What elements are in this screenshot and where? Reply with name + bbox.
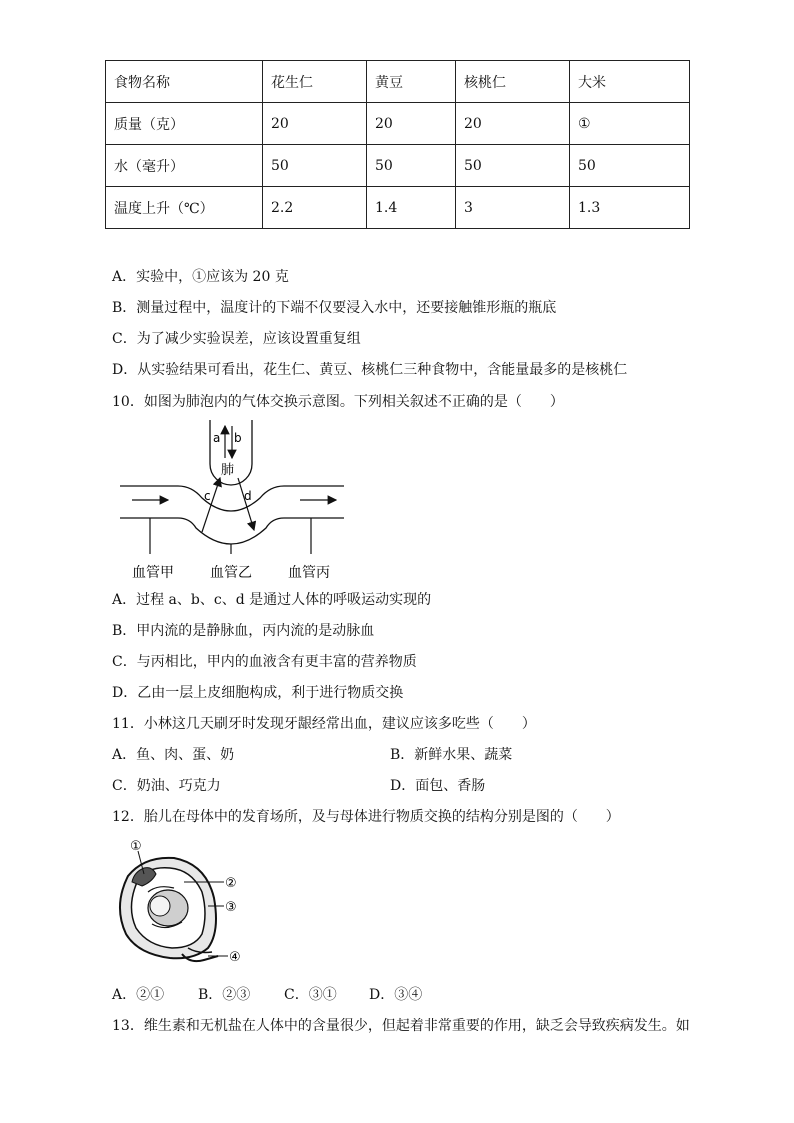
label-b: b bbox=[234, 431, 242, 445]
fetus-uterus-diagram bbox=[108, 836, 248, 971]
alveolus-label: 肺 bbox=[221, 463, 235, 478]
table-cell: 水（毫升） bbox=[106, 145, 263, 187]
vessel-a-label: 血管甲 bbox=[132, 565, 174, 581]
q11-stem: 11．小林这几天刷牙时发现牙龈经常出血，建议应该多吃些（ ） bbox=[112, 716, 536, 732]
fig-label-4: ④ bbox=[229, 950, 241, 965]
q11-option-b: B．新鲜水果、蔬菜 bbox=[390, 747, 513, 763]
q12-option-c: C．③① bbox=[284, 987, 337, 1003]
q12-option-d: D．③④ bbox=[369, 987, 423, 1003]
table-header-cell: 食物名称 bbox=[106, 61, 263, 103]
table-header-cell: 花生仁 bbox=[263, 61, 367, 103]
table-cell: 质量（克） bbox=[106, 103, 263, 145]
q10-option-c: C．与丙相比，甲内的血液含有更丰富的营养物质 bbox=[112, 654, 417, 670]
table-header-cell: 大米 bbox=[570, 61, 690, 103]
table-cell: 2.2 bbox=[263, 187, 367, 229]
table-cell: 1.4 bbox=[367, 187, 456, 229]
label-a: a bbox=[213, 431, 221, 445]
table-cell: 50 bbox=[456, 145, 570, 187]
table-cell: 温度上升（℃） bbox=[106, 187, 263, 229]
q12-option-a: A．②① bbox=[112, 987, 165, 1003]
table-cell: 20 bbox=[367, 103, 456, 145]
vessel-c-label: 血管丙 bbox=[288, 565, 330, 581]
q10-stem: 10．如图为肺泡内的气体交换示意图。下列相关叙述不正确的是（ ） bbox=[112, 394, 564, 410]
table-cell: 20 bbox=[263, 103, 367, 145]
fig-label-3: ③ bbox=[225, 900, 237, 915]
table-cell: ① bbox=[570, 103, 690, 145]
table-cell: 50 bbox=[570, 145, 690, 187]
table-cell: 20 bbox=[456, 103, 570, 145]
vessel-b-label: 血管乙 bbox=[210, 565, 252, 581]
table-row bbox=[106, 187, 690, 229]
q10-option-a: A．过程 a、b、c、d 是通过人体的呼吸运动实现的 bbox=[112, 592, 432, 608]
table-cell: 50 bbox=[367, 145, 456, 187]
fig-label-1: ① bbox=[130, 839, 142, 854]
table-cell: 3 bbox=[456, 187, 570, 229]
q10-option-b: B．甲内流的是静脉血，丙内流的是动脉血 bbox=[112, 623, 375, 639]
table-cell: 1.3 bbox=[570, 187, 690, 229]
q11-option-d: D．面包、香肠 bbox=[390, 778, 486, 794]
q13-stem: 13．维生素和无机盐在人体中的含量很少，但起着非常重要的作用，缺乏会导致疾病发生。如 bbox=[112, 1018, 690, 1034]
alveolus-gas-exchange-diagram bbox=[110, 420, 360, 588]
q9-option-b: B．测量过程中，温度计的下端不仅要浸入水中，还要接触锥形瓶的瓶底 bbox=[112, 300, 557, 316]
table-header-cell: 黄豆 bbox=[367, 61, 456, 103]
table-cell: 50 bbox=[263, 145, 367, 187]
q10-option-d: D．乙由一层上皮细胞构成，利于进行物质交换 bbox=[112, 685, 404, 701]
fig-label-2: ② bbox=[225, 876, 237, 891]
q11-option-a: A．鱼、肉、蛋、奶 bbox=[112, 747, 235, 763]
table-row bbox=[106, 145, 690, 187]
q11-option-c: C．奶油、巧克力 bbox=[112, 778, 221, 794]
label-d: d bbox=[244, 489, 252, 503]
q12-option-b: B．②③ bbox=[198, 987, 251, 1003]
table-row bbox=[106, 103, 690, 145]
table-header-row bbox=[106, 61, 690, 103]
q9-option-a: A．实验中，①应该为 20 克 bbox=[112, 269, 289, 285]
label-c: c bbox=[204, 489, 211, 503]
capillary-vessel bbox=[120, 486, 344, 554]
q9-option-c: C．为了减少实验误差，应该设置重复组 bbox=[112, 331, 361, 347]
table-header-cell: 核桃仁 bbox=[456, 61, 570, 103]
q9-option-d: D．从实验结果可看出，花生仁、黄豆、核桃仁三种食物中，含能量最多的是核桃仁 bbox=[112, 362, 628, 378]
food-energy-table bbox=[105, 60, 690, 229]
q12-stem: 12．胎儿在母体中的发育场所，及与母体进行物质交换的结构分别是图的（ ） bbox=[112, 809, 620, 825]
